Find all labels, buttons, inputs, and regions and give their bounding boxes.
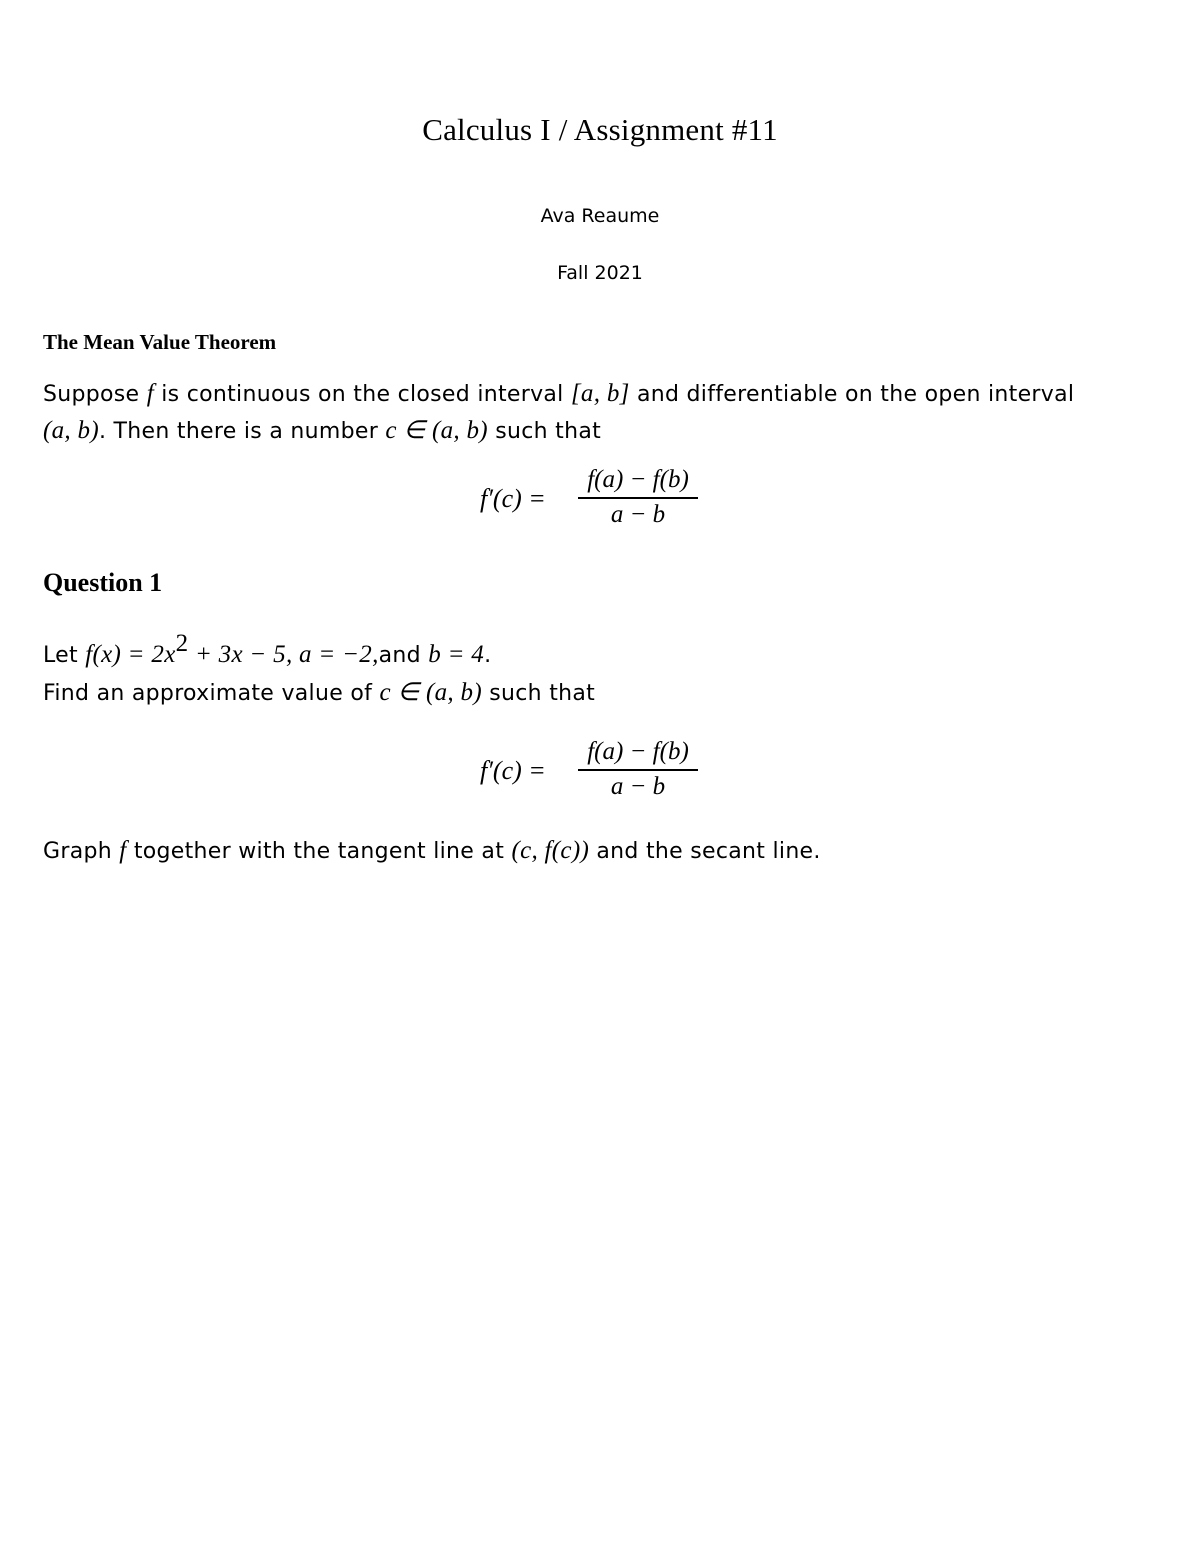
formula-lhs: f′(c) =	[480, 484, 546, 513]
question-1-line-2: Find an approximate value of c ∈ (a, b) such that	[43, 679, 596, 706]
theorem-statement-line-2: (a, b). Then there is a number c ∈ (a, b) such that	[43, 417, 602, 444]
document-date: Fall 2021	[557, 262, 643, 284]
formula-denominator: a − b	[610, 772, 666, 800]
question-1-line-3: Graph f together with the tangent line at (c, f(c)) and the secant line.	[43, 837, 821, 864]
document-title: Calculus I / Assignment #11	[422, 112, 778, 147]
theorem-statement-line-1: Suppose f is continuous on the closed interval [a, b] and differentiable on the open interval	[43, 380, 1075, 407]
formula-numerator: f(a) − f(b)	[587, 738, 689, 765]
fraction-bar	[578, 769, 698, 771]
theorem-heading: The Mean Value Theorem	[43, 330, 277, 354]
fraction-bar	[578, 497, 698, 499]
formula-fraction	[578, 466, 698, 529]
formula-fraction	[578, 738, 698, 801]
question-1-formula	[480, 738, 720, 802]
document-author: Ava Reaume	[540, 205, 660, 227]
formula-lhs: f′(c) =	[480, 756, 546, 785]
question-1-heading: Question 1	[43, 568, 163, 597]
formula-numerator: f(a) − f(b)	[587, 466, 689, 493]
question-1-line-1: Let $f(x) = 2x^2 + 3x - 5$, a = −2,and b = 4.	[43, 630, 492, 668]
mvt-formula	[480, 466, 720, 530]
formula-denominator: a − b	[610, 500, 666, 528]
